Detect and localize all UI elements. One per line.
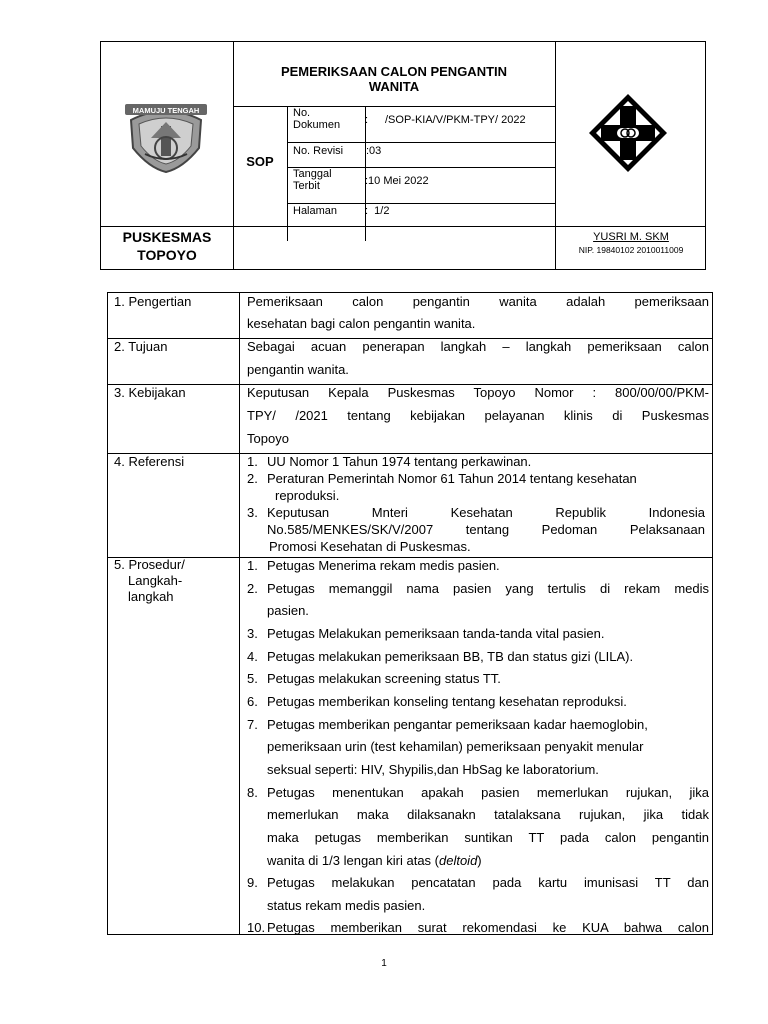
procedure-step: 10. <box>247 920 266 935</box>
list-item: 3. <box>247 505 258 520</box>
section-label-kebijakan: 3. Kebijakan <box>114 385 186 400</box>
kebijakan-text: Keputusan Kepala Puskesmas Topoyo Nomor : 800/00/00/PKM- <box>247 385 709 400</box>
revision-value: :03 <box>366 145 382 157</box>
procedure-step: 4. Petugas melakukan pemeriksaan BB, TB dan status gizi (LILA). <box>247 649 634 664</box>
divider <box>239 293 240 934</box>
sop-label: SOP <box>246 154 274 169</box>
revision-label: No. Revisi <box>293 145 344 157</box>
procedure-step: 6. Petugas memberikan konseling tentang kesehatan reproduksi. <box>247 694 627 709</box>
procedure-step-continued: wanita di 1/3 lengan kiri atas (deltoid) <box>267 853 482 868</box>
doc-number-colon: : <box>365 114 369 126</box>
procedure-step: 3. Petugas Melakukan pemeriksaan tanda-tanda vital pasien. <box>247 626 605 641</box>
procedure-step-continued: status rekam medis pasien. <box>267 898 426 913</box>
list-item-continued: reproduksi. <box>275 488 340 503</box>
divider <box>233 106 555 107</box>
list-item-continued: No.585/MENKES/SK/V/2007 tentang Pedoman Pelaksanaan <box>267 522 705 537</box>
page-number: 1 <box>381 958 387 969</box>
procedure-step: 5. Petugas melakukan screening status TT. <box>247 671 501 686</box>
procedure-step-continued: pasien. <box>267 603 309 618</box>
divider <box>101 226 705 227</box>
pengertian-text: kesehatan bagi calon pengantin wanita. <box>247 316 476 331</box>
procedure-step: 8. <box>247 785 258 800</box>
health-ministry-logo <box>587 92 669 174</box>
procedure-step-continued: pemeriksaan urin (test kehamilan) pemeriksaan penyakit menular <box>267 739 644 754</box>
signer-name: YUSRI M. SKM <box>593 231 669 243</box>
list-item: 1. UU Nomor 1 Tahun 1974 tentang perkawinan. <box>247 454 532 469</box>
procedure-step: Petugas memberikan pengantar pemeriksaan kadar haemoglobin, <box>267 717 648 732</box>
divider <box>287 106 288 241</box>
page-title: PEMERIKSAAN CALON PENGANTIN WANITA <box>280 64 508 94</box>
section-label-pengertian: 1. Pengertian <box>114 294 192 309</box>
issue-date-label: Tanggal Terbit <box>293 168 332 192</box>
procedure-step: 9. <box>247 875 258 890</box>
kebijakan-text: TPY/ /2021 tentang kebijakan pelayanan klinis di Puskesmas <box>247 408 709 423</box>
doc-number-label: No. Dokumen <box>293 107 341 131</box>
procedure-step: 7. <box>247 717 258 732</box>
signer-nip: NIP. 19840102 2010011009 <box>578 245 684 255</box>
divider <box>365 106 369 241</box>
page-label: Halaman <box>293 205 338 217</box>
procedure-step: Petugas memberikan surat rekomendasi ke KUA bahwa calon <box>267 920 709 935</box>
procedure-step: Petugas menentukan apakah pasien memerlukan rujukan, jika <box>267 785 709 800</box>
procedure-step: Petugas memanggil nama pasien yang tertulis di rekam medis <box>267 581 709 596</box>
procedure-step-continued: seksual seperti: HIV, Shypilis,dan HbSag ke laboratorium. <box>267 762 599 777</box>
organization-name: PUSKESMAS TOPOYO <box>122 229 212 263</box>
divider <box>287 142 555 143</box>
tujuan-text: pengantin wanita. <box>247 362 349 377</box>
sop-header <box>100 41 706 270</box>
divider <box>555 42 556 269</box>
pengertian-text: Pemeriksaan calon pengantin wanita adalah pemeriksaan <box>247 294 709 309</box>
svg-text:MAMUJU TENGAH: MAMUJU TENGAH <box>132 106 200 115</box>
list-item: 2. Peraturan Pemerintah Nomor 61 Tahun 2014 tentang kesehatan <box>247 471 637 486</box>
section-label-tujuan: 2. Tujuan <box>114 339 168 354</box>
divider <box>287 203 555 204</box>
sop-content-table <box>107 292 713 935</box>
tujuan-text: Sebagai acuan penerapan langkah – langkah pemeriksaan calon <box>247 339 709 354</box>
procedure-step-continued: memerlukan maka dilaksanakn tatalaksana rujukan, jika tidak <box>267 807 709 822</box>
procedure-step: 2. <box>247 581 258 596</box>
procedure-step: 1. Petugas Menerima rekam medis pasien. <box>247 558 500 573</box>
issue-date-value: :10 Mei 2022 <box>365 175 429 187</box>
list-item-continued: Promosi Kesehatan di Puskesmas. <box>269 539 471 554</box>
list-item: Keputusan Mnteri Kesehatan Republik Indonesia <box>267 505 705 520</box>
section-label-prosedur: 5. Prosedur/ Langkah- langkah <box>114 557 185 604</box>
section-label-referensi: 4. Referensi <box>114 454 185 469</box>
procedure-step: Petugas melakukan pencatatan pada kartu imunisasi TT dan <box>267 875 709 890</box>
page-value: : 1/2 <box>365 205 390 217</box>
doc-number-value: /SOP-KIA/V/PKM-TPY/ 2022 <box>385 114 526 126</box>
regency-emblem-logo <box>121 98 211 174</box>
kebijakan-text: Topoyo <box>247 431 289 446</box>
procedure-step-continued: maka petugas memberikan suntikan TT pada calon pengantin <box>267 830 709 845</box>
